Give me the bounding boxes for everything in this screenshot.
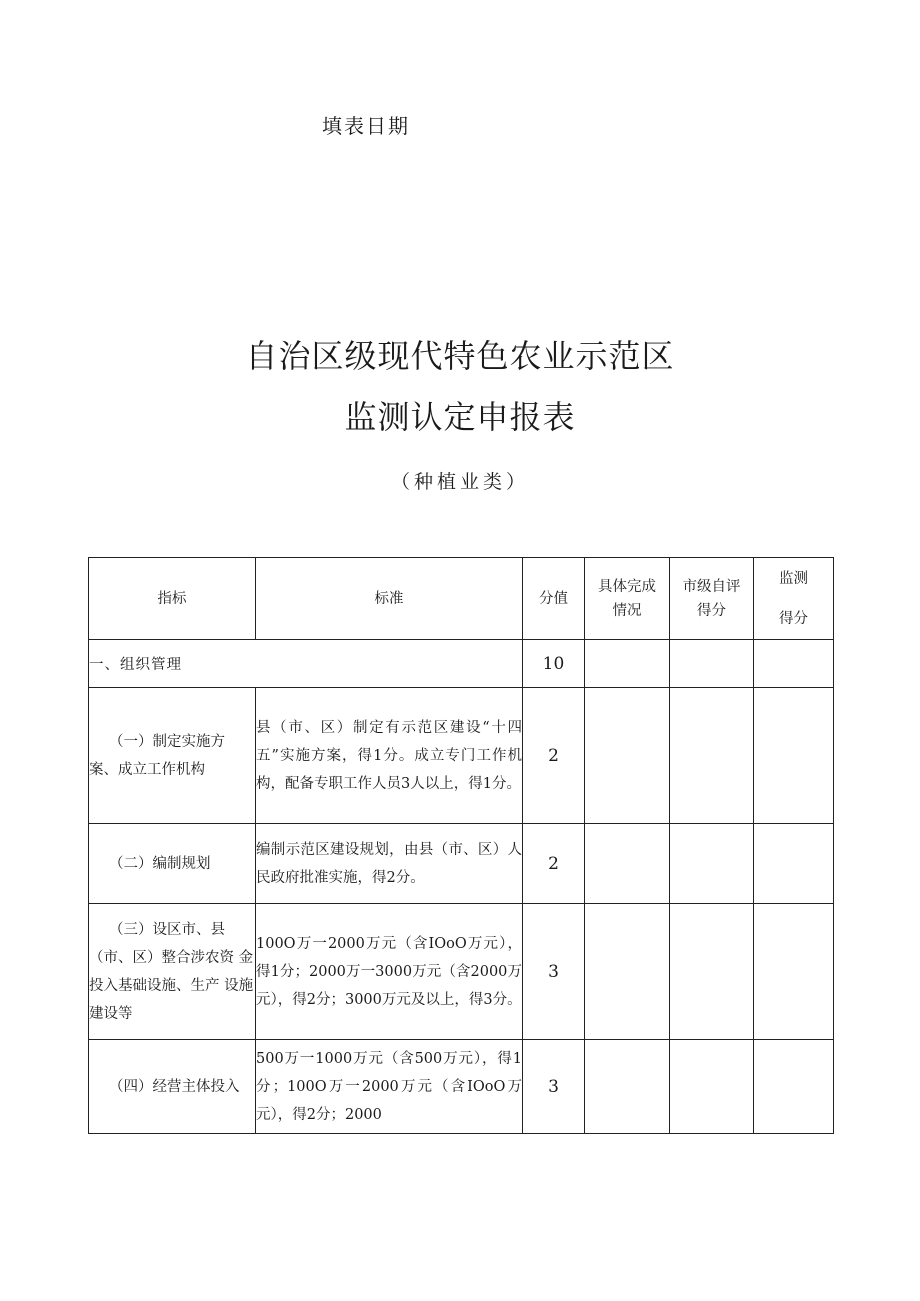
standard-cell: 县（市、区）制定有示范区建设“十四五”实施方案，得1分。成立专门工作机构，配备专职工作人员3人以上，得1分。 xyxy=(256,688,523,824)
assessment-table xyxy=(88,557,834,1134)
header-monitor-line1: 监测 xyxy=(779,570,808,587)
city-eval-cell xyxy=(670,688,754,824)
standard-cell: 100O万一2000万元（含IOoO万元），得1分；2000万一3000万元（含2000万元），得2分；3000万元及以上，得3分。 xyxy=(256,904,523,1040)
indicator-cell xyxy=(89,824,256,904)
indicator-line: （二）编制规划 xyxy=(109,855,211,872)
city-eval-cell xyxy=(670,1040,754,1134)
monitor-cell xyxy=(754,688,834,824)
page-title-line-1: 自治区级现代特色农业示范区 xyxy=(245,337,675,375)
header-completion xyxy=(585,558,670,640)
monitor-cell xyxy=(754,640,834,688)
completion-cell xyxy=(585,640,670,688)
header-score: 分值 xyxy=(523,558,585,640)
indicator-line: 金投入基础设施、生产 xyxy=(89,949,254,994)
city-eval-cell xyxy=(670,824,754,904)
section-score: 10 xyxy=(523,640,585,688)
completion-cell xyxy=(585,1040,670,1134)
table-row xyxy=(89,824,834,904)
header-completion-line2: 情况 xyxy=(612,602,642,619)
indicator-cell xyxy=(89,688,256,824)
header-city-eval-line1: 市级自评 xyxy=(682,578,741,595)
completion-cell xyxy=(585,904,670,1040)
score-cell: 3 xyxy=(523,1040,585,1134)
header-standard: 标准 xyxy=(256,558,523,640)
header-completion-line1: 具体完成 xyxy=(598,578,656,595)
indicator-line: （一）制定实施方 xyxy=(109,733,225,750)
header-city-eval-line2: 得分 xyxy=(697,602,726,619)
page-title-line-2: 监测认定申报表 xyxy=(344,398,576,436)
fill-date-label: 填表日期 xyxy=(322,114,410,138)
city-eval-cell xyxy=(670,904,754,1040)
score-cell: 2 xyxy=(523,824,585,904)
indicator-cell xyxy=(89,1040,256,1134)
city-eval-cell xyxy=(670,640,754,688)
indicator-line: 设施建设等 xyxy=(89,977,254,1022)
section-label: 一、组织管理 xyxy=(89,640,523,688)
standard-cell: 500万一1000万元（含500万元），得1分；100O万一2000万元（含IOoO万元），得2分；2000 xyxy=(256,1040,523,1134)
standard-cell: 编制示范区建设规划，由县（市、区）人民政府批准实施，得2分。 xyxy=(256,824,523,904)
indicator-cell xyxy=(89,904,256,1040)
monitor-cell xyxy=(754,824,834,904)
monitor-cell xyxy=(754,904,834,1040)
monitor-cell xyxy=(754,1040,834,1134)
score-cell: 2 xyxy=(523,688,585,824)
header-indicator: 指标 xyxy=(89,558,256,640)
indicator-line: （三）设区市、县 xyxy=(109,921,225,938)
header-monitor xyxy=(754,558,834,640)
section-row xyxy=(89,640,834,688)
indicator-line: （市、区）整合涉农资 xyxy=(89,949,234,966)
table-row xyxy=(89,1040,834,1134)
header-city-eval xyxy=(670,558,754,640)
completion-cell xyxy=(585,688,670,824)
header-monitor-line2: 得分 xyxy=(779,610,808,627)
score-cell: 3 xyxy=(523,904,585,1040)
page-subtitle: （种植业类） xyxy=(390,471,529,493)
table-row xyxy=(89,904,834,1040)
table-header-row xyxy=(89,558,834,640)
table-row xyxy=(89,688,834,824)
indicator-line: （四）经营主体投入 xyxy=(109,1078,240,1095)
indicator-line: 案、成立工作机构 xyxy=(89,761,205,778)
completion-cell xyxy=(585,824,670,904)
